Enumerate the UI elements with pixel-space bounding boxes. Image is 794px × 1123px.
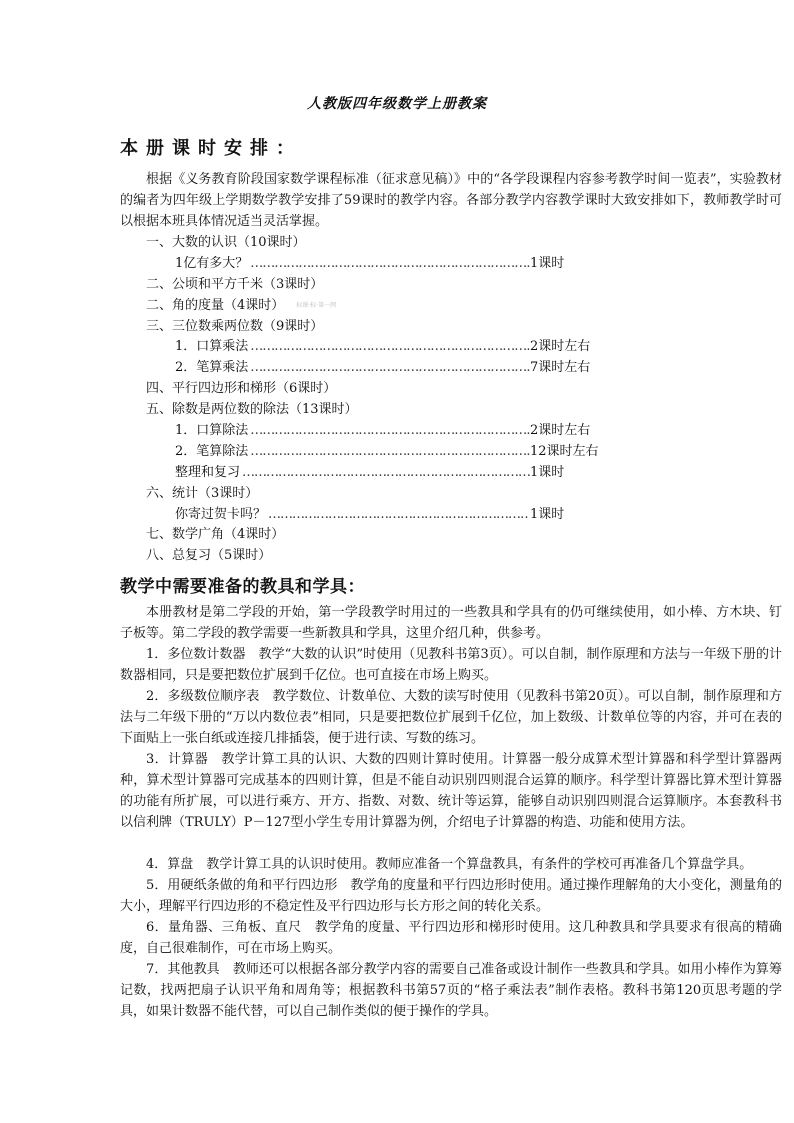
dot-leader [248, 421, 530, 442]
schedule-item-label: 四、平行四边形和梯形（6课时） [146, 381, 337, 397]
schedule-item-hours: 1课时 [530, 255, 565, 271]
schedule-item [120, 254, 600, 275]
schedule-item [120, 505, 600, 526]
schedule-item [120, 358, 600, 379]
schedule-item-hours: 1课时 [530, 506, 565, 522]
schedule-item [120, 296, 600, 317]
schedule-item [120, 546, 600, 567]
dot-leader [248, 358, 530, 379]
dot-leader [248, 442, 530, 463]
dot-leader [266, 505, 530, 526]
schedule-item-label: 五、除数是两位数的除法（13课时） [146, 402, 358, 418]
schedule-item [120, 379, 600, 400]
schedule-item [120, 337, 600, 358]
section-heading-schedule: 本册课时安排： [120, 138, 302, 159]
schedule-item-label: 二、公顷和平方千米（3课时） [146, 276, 324, 292]
materials-item: 4．算盘 教学计算工具的认识时使用。教师应准备一个算盘教具，有条件的学校可再准备几个算盘学具。 [146, 857, 753, 872]
schedule-item-hours: 2课时左右 [530, 339, 591, 355]
watermark-note: 标课·标·第一网 [296, 301, 337, 309]
schedule-item-label: 1．口算除法 [175, 423, 249, 439]
materials-item: 7．其他教具 教师还可以根据各部分教学内容的需要自己准备或设计制作一些教具和学具。如用小棒作为算筹记数，找两把扇子认识平角和周角等；根据教科书第57页的“格子乘法表”制作表格。教科书第120页思考题的学具，如果计数器不能代替，可以自己制作类似的便于操作的学具。 [120, 962, 782, 1019]
dot-leader [240, 463, 530, 484]
materials-item: 3．计算器 教学计算工具的认识、大数的四则计算时使用。计算器一般分成算术型计算器和科学型计算器两种，算术型计算器可完成基本的四则计算，但是不能自动识别四则混合运算的顺序。科学型计算器比算术型计算器的功能有所扩展，可以进行乘方、开方、指数、对数、统计等运算，能够自动识别四则混合运算顺序。本套教科书以信利牌（TRULY）P－127型小学生专用计算器为例，介绍电子计算器的构造、功能和使用方法。 [120, 752, 782, 830]
materials-item: 6．量角器、三角板、直尺 教学角的度量、平行四边形和梯形时使用。这几种教具和学具要求有很高的精确度，自己很难制作，可在市场上购买。 [120, 920, 782, 956]
materials-item: 1．多位数计数器 教学“大数的认识”时使用（见教科书第3页）。可以自制，制作原理和方法与一年级下册的计数器相同，只是要把数位扩展到千亿位。也可直接在市场上购买。 [120, 647, 782, 683]
schedule-item [120, 275, 600, 296]
schedule-item [120, 400, 600, 421]
schedule-item [120, 421, 600, 442]
schedule-item-hours: 7课时左右 [530, 360, 591, 376]
schedule-item-hours: 12课时左右 [530, 443, 599, 459]
schedule-item [120, 525, 600, 546]
schedule-item-label: 整理和复习 [175, 464, 241, 480]
schedule-item [120, 463, 600, 484]
schedule-item [120, 442, 600, 463]
schedule-item-label: 七、数学广角（4课时） [146, 527, 285, 543]
schedule-item-label: 八、总复习（5课时） [146, 548, 272, 564]
schedule-list [120, 233, 600, 567]
schedule-item [120, 484, 600, 505]
schedule-item-label: 1．口算乘法 [175, 339, 249, 355]
schedule-item-hours: 1课时 [530, 464, 565, 480]
schedule-item-label: 二、角的度量（4课时） [146, 297, 285, 313]
schedule-intro-paragraph: 根据《义务教育阶段国家数学课程标准（征求意见稿）》中的“各学段课程内容参考教学时间一览表”，实验教材的编者为四年级上学期数学教学安排了59课时的教学内容。各部分教学内容教学课时大致安排如下，教师教学时可以根据本班具体情况适当灵活掌握。 [120, 172, 782, 229]
schedule-item-label: 一、大数的认识（10课时） [146, 235, 306, 250]
document-title: 人教版四年级数学上册教案 [307, 96, 487, 112]
schedule-item-hours: 2课时左右 [530, 423, 591, 439]
section-heading-materials: 教学中需要准备的教具和学具： [120, 577, 365, 597]
schedule-item [120, 317, 600, 338]
schedule-item-label: 2．笔算乘法 [175, 360, 249, 376]
materials-intro-paragraph: 本册教材是第二学段的开始，第一学段教学时用过的一些教具和学具有的仍可继续使用，如小棒、方木块、钉子板等。第二学段的教学需要一些新教具和学具，这里介绍几种，供参考。 [120, 605, 782, 641]
materials-item: 5．用硬纸条做的角和平行四边形 教学角的度量和平行四边形时使用。通过操作理解角的大小变化，测量角的大小，理解平行四边形的不稳定性及平行四边形与长方形之间的转化关系。 [120, 878, 782, 914]
schedule-item-label: 2．笔算除法 [175, 443, 249, 459]
schedule-item-label: 你寄过贺卡吗？ [175, 506, 267, 522]
dot-leader [248, 337, 530, 358]
materials-item: 2．多级数位顺序表 教学数位、计数单位、大数的读写时使用（见教科书第20页）。可以自制，制作原理和方法与二年级下册的“万以内数位表”相同，只是要把数位扩展到千亿位，加上数级、计数单位等的内容，并可在表的下面贴上一张白纸或连接几排插袋，便于进行读、写数的练习。 [120, 689, 782, 746]
dot-leader [248, 254, 530, 275]
schedule-item-label: 三、三位数乘两位数（9课时） [146, 318, 324, 334]
schedule-item-label: 六、统计（3课时） [146, 485, 259, 501]
schedule-item-label: 1亿有多大？ [175, 255, 249, 271]
schedule-item [120, 233, 600, 254]
